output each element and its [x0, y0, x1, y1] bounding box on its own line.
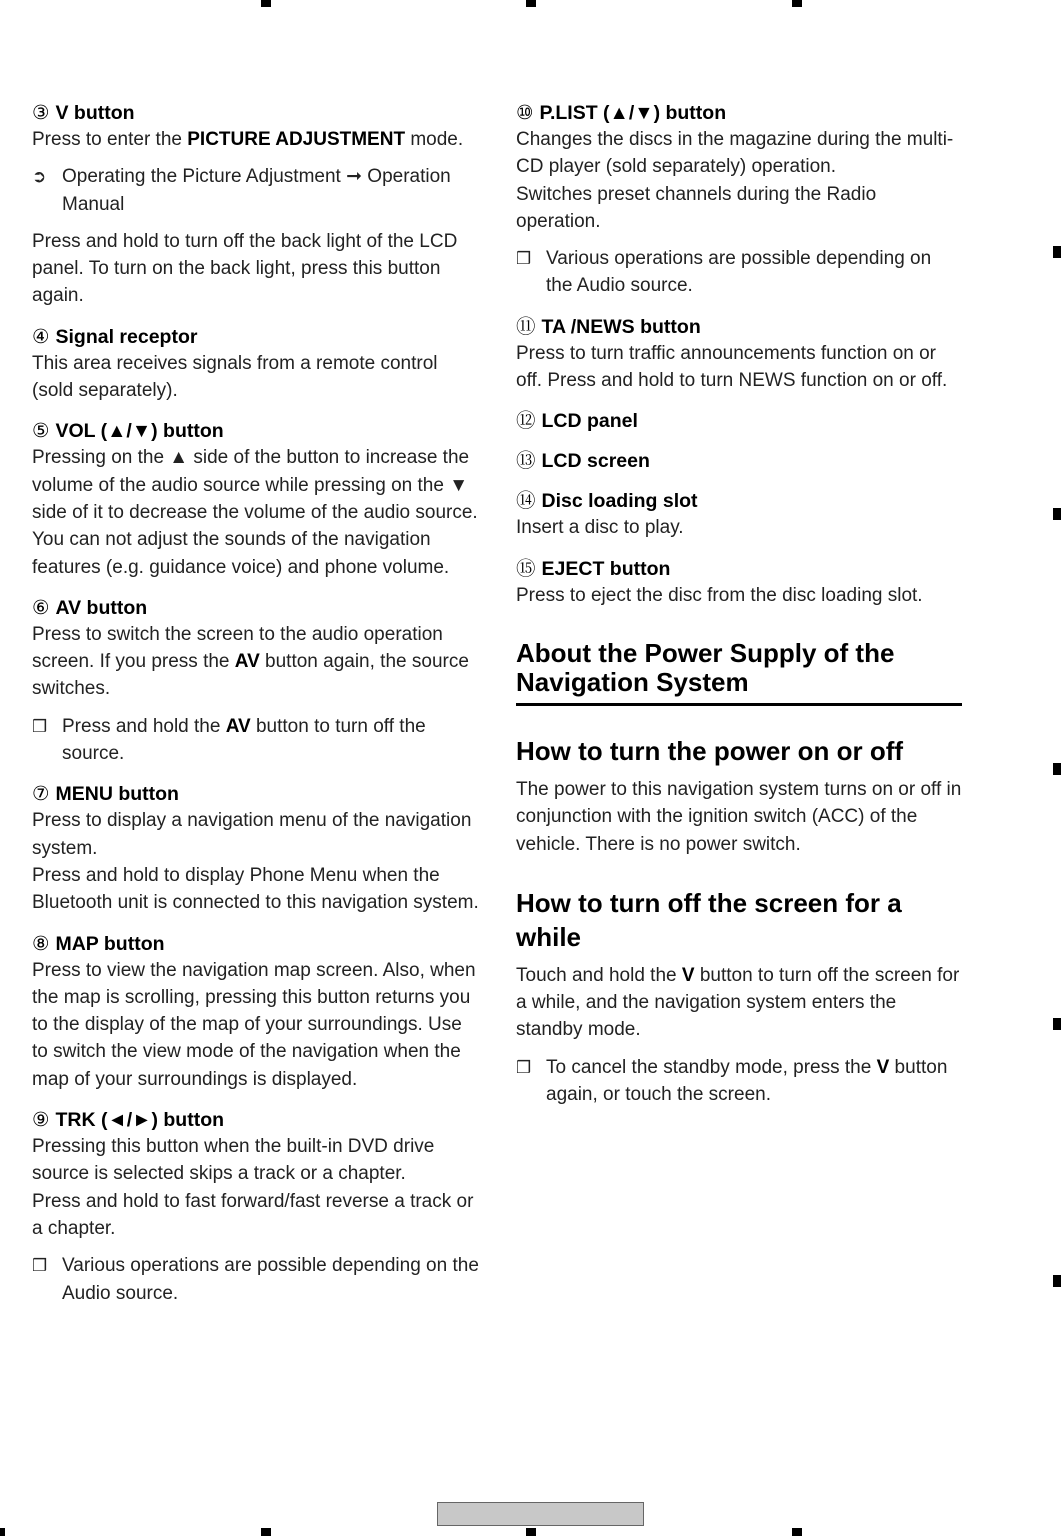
registration-mark: [526, 0, 536, 7]
registration-mark: [792, 1528, 802, 1536]
item-vol-button: [32, 418, 480, 580]
item-heading: ⑪ TA /NEWS button: [516, 315, 701, 338]
item-av-button: [32, 595, 480, 767]
item-description: Pressing on the ▲ side of the button to increase the volume of the audio source while pressing on the ▼ side of it to decrease the volume of the audio source.: [32, 447, 478, 523]
registration-mark: [792, 0, 802, 7]
registration-mark: [261, 1528, 271, 1536]
item-trk-button: [32, 1107, 480, 1307]
item-description: Pressing this button when the built-in DVD drive source is selected skips a track or a chapter.: [32, 1136, 435, 1185]
item-description: Press to enter the PICTURE ADJUSTMENT mode.: [32, 129, 464, 150]
item-heading: ⑭ Disc loading slot: [516, 490, 698, 513]
note: ❒ Various operations are possible depending on the Audio source.: [516, 245, 962, 300]
registration-mark: [0, 1528, 5, 1536]
registration-mark: [526, 1528, 536, 1536]
item-description: Press and hold to display Phone Menu when the Bluetooth unit is connected to this navigation system.: [32, 864, 479, 914]
item-v-button: [32, 100, 480, 310]
item-description: Press to turn traffic announcements function on or off. Press and hold to turn NEWS function on or off.: [516, 342, 948, 392]
note: ❒ Various operations are possible depending on the Audio source.: [32, 1252, 480, 1307]
item-map-button: [32, 931, 480, 1093]
item-signal-receptor: [32, 324, 480, 405]
item-heading: ⑫ LCD panel: [516, 410, 638, 433]
page-number-tab: [437, 1502, 644, 1526]
item-description: Press to switch the screen to the audio operation screen. If you press the AV button again, the source switches.: [32, 623, 469, 700]
subsection-title: How to turn the power on or off: [516, 735, 904, 766]
paragraph: The power to this navigation system turns on or off in conjunction with the ignition switch (ACC) of the vehicle. There is no power switch.: [516, 778, 962, 855]
item-heading: ⑩ P.LIST (▲/▼) button: [516, 102, 727, 124]
item-eject-button: [516, 556, 962, 609]
item-plist-button: [516, 100, 962, 300]
registration-mark: [1053, 1275, 1061, 1287]
cross-reference: ➲ Operating the Picture Adjustment ➞ Operation Manual: [32, 163, 480, 218]
registration-mark: [1053, 246, 1061, 258]
paragraph: Touch and hold the V button to turn off the screen for a while, and the navigation system enters the standby mode.: [516, 964, 960, 1041]
item-description: Press to display a navigation menu of the navigation system.: [32, 810, 472, 859]
item-lcd-screen: [516, 448, 962, 474]
item-description: Press and hold to turn off the back light of the LCD panel. To turn on the back light, press this button again.: [32, 230, 458, 307]
item-heading: ⑥ AV button: [32, 596, 148, 619]
item-description: This area receives signals from a remote control (sold separately).: [32, 352, 438, 402]
right-column: [516, 100, 962, 1108]
item-disc-loading-slot: [516, 488, 962, 541]
item-heading: ④ Signal receptor: [32, 325, 198, 348]
item-description: Switches preset channels during the Radio operation.: [516, 183, 877, 232]
item-heading: ⑮ EJECT button: [516, 557, 671, 580]
item-description: Press and hold to fast forward/fast reverse a track or a chapter.: [32, 1190, 474, 1239]
note-box-icon: ❒: [32, 1256, 48, 1276]
registration-mark: [1053, 763, 1061, 775]
note-box-icon: ❒: [32, 716, 48, 736]
subsection-title: How to turn off the screen for a while: [516, 887, 902, 952]
item-description: You can not adjust the sounds of the navigation features (e.g. guidance voice) and phone volume.: [32, 529, 450, 578]
item-heading: ⑦ MENU button: [32, 783, 179, 806]
item-heading: ③ V button: [32, 102, 135, 124]
registration-mark: [1053, 508, 1061, 520]
note-box-icon: ❒: [516, 1057, 532, 1077]
arrow-icon: ➲: [32, 167, 47, 187]
item-heading: ⑧ MAP button: [32, 932, 165, 955]
item-heading: ⑨ TRK (◄/►) button: [32, 1109, 225, 1132]
item-lcd-panel: [516, 408, 962, 434]
item-description: Changes the discs in the magazine during the multi-CD player (sold separately) operation.: [516, 129, 954, 178]
item-description: Press to view the navigation map screen. Also, when the map is scrolling, pressing this button returns you to the display of the map of your surroundings. Use to switch the view mode of the navigation when the map of your surroundings is displayed.: [32, 959, 476, 1090]
item-ta-news-button: [516, 314, 962, 395]
item-description: Press to eject the disc from the disc loading slot.: [516, 584, 923, 606]
item-description: Insert a disc to play.: [516, 517, 684, 539]
note-box-icon: ❒: [516, 249, 532, 269]
registration-mark: [261, 0, 271, 7]
registration-mark: [1053, 1018, 1061, 1030]
section-title: About the Power Supply of the Navigation System: [516, 639, 962, 706]
item-heading: ⑤ VOL (▲/▼) button: [32, 420, 224, 443]
note: ❒ To cancel the standby mode, press the V button again, or touch the screen.: [516, 1054, 962, 1109]
item-menu-button: [32, 781, 480, 916]
left-column: [32, 100, 480, 1321]
item-heading: ⑬ LCD screen: [516, 450, 650, 473]
note: ❒ Press and hold the AV button to turn off the source.: [32, 713, 480, 768]
